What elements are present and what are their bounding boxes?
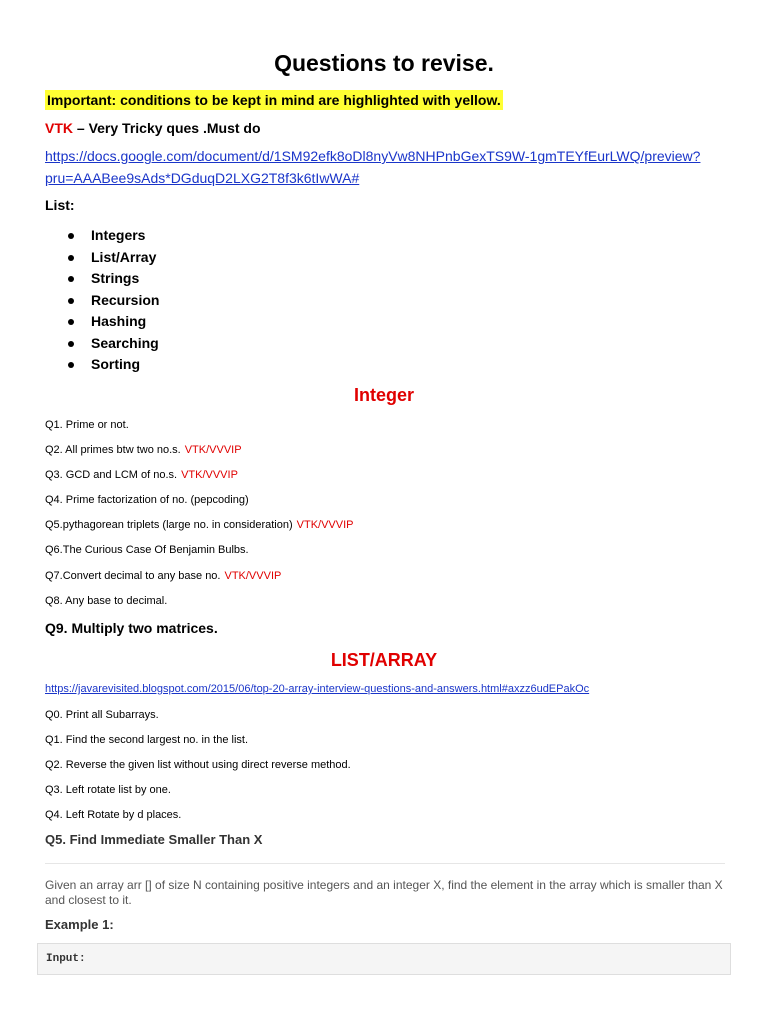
topic-item: Recursion [68, 291, 159, 313]
page-title: Questions to revise. [274, 50, 494, 76]
array-link[interactable]: https://javarevisited.blogspot.com/2015/06/top-20-array-interview-questions-and-answers.html#axzz6udEPakOc [45, 683, 590, 695]
array-question: Q1. Find the second largest no. in the list. [45, 734, 249, 746]
vtk-tag: VTK/VVVIP [184, 444, 242, 456]
topic-item: Sorting [68, 355, 159, 377]
question-text: Q7.Convert decimal to any base no. [45, 570, 221, 582]
doc-link-line-1[interactable]: https://docs.google.com/document/d/1SM92efk8oDl8nyVw8NHPnbGexTS9W-1gmTEYfEurLWQ/preview? [45, 148, 701, 164]
integer-question [45, 570, 281, 582]
vtk-tag: VTK/VVVIP [181, 469, 238, 481]
array-heading: LIST/ARRAY [330, 650, 438, 670]
topic-item: Integers [68, 226, 159, 248]
code-input-label: Input: [46, 953, 86, 965]
array-question: Q2. Reverse the given list without using direct reverse method. [45, 759, 351, 771]
integer-question [45, 595, 167, 607]
integer-question [45, 444, 242, 456]
question-text: Q6.The Curious Case Of Benjamin Bulbs. [45, 544, 249, 556]
vtk-tag: VTK/VVVIP [296, 519, 354, 531]
topic-item: Strings [68, 269, 159, 291]
vtk-abbr: VTK [45, 120, 73, 136]
integer-question [45, 469, 238, 481]
question-text: Q3. GCD and LCM of no.s. [45, 469, 178, 481]
question-text: Q2. All primes btw two no.s. [45, 444, 181, 456]
important-note: Important: conditions to be kept in mind are highlighted with yellow. [47, 92, 501, 108]
topic-item: Hashing [68, 312, 159, 334]
integer-question [45, 519, 354, 531]
integer-question [45, 544, 249, 556]
array-question: Q3. Left rotate list by one. [45, 784, 171, 796]
question-text: Q1. Prime or not. [45, 419, 129, 431]
section-divider [45, 863, 725, 864]
topic-item: List/Array [68, 248, 159, 270]
list-label: List: [45, 197, 75, 213]
vtk-legend [45, 120, 261, 136]
vtk-tag: VTK/VVVIP [224, 570, 282, 582]
q5-title: Q5. Find Immediate Smaller Than X [45, 832, 263, 847]
vtk-description: – Very Tricky ques .Must do [73, 120, 261, 136]
example-label: Example 1: [45, 917, 114, 932]
integer-question [45, 494, 249, 506]
topic-list [68, 226, 159, 377]
code-block [37, 943, 731, 975]
array-question: Q0. Print all Subarrays. [45, 709, 159, 721]
integer-question [45, 419, 129, 431]
integer-heading: Integer [353, 385, 414, 405]
array-question: Q4. Left Rotate by d places. [45, 809, 182, 821]
q5-description: Given an array arr [] of size N containing positive integers and an integer X, find the element in the array which is smaller than X and closest to it. [45, 878, 723, 907]
integer-question-9: Q9. Multiply two matrices. [45, 620, 218, 636]
doc-link-line-2[interactable]: pru=AAABee9sAds*DGduqD2LXG2T8f3k6tIwWA# [45, 170, 360, 186]
topic-item: Searching [68, 334, 159, 356]
question-text: Q8. Any base to decimal. [45, 595, 168, 607]
question-text: Q5.pythagorean triplets (large no. in consideration) [45, 519, 293, 531]
question-text: Q4. Prime factorization of no. (pepcoding) [45, 494, 249, 506]
